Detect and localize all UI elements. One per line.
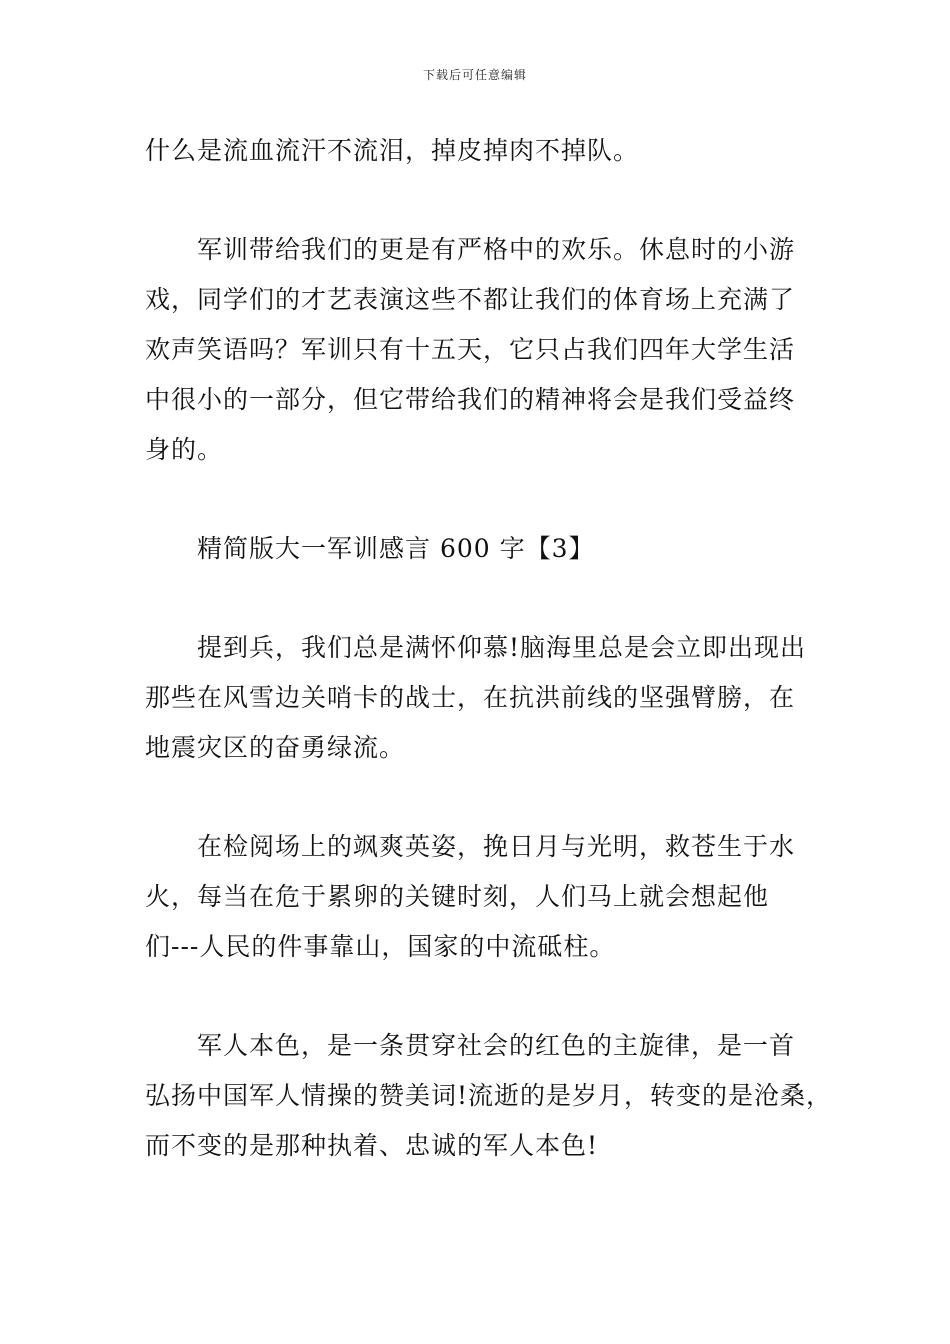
paragraph-line: 火，每当在危于累卵的关键时刻，人们马上就会想起他 [145, 882, 770, 911]
paragraph [145, 225, 817, 475]
paragraph-line: 提到兵，我们总是满怀仰慕!脑海里总是会立即出现出 [197, 633, 807, 662]
paragraph-line: 什么是流血流汗不流泪，掉皮掉肉不掉队。 [145, 136, 640, 165]
paragraph-line: 弘扬中国军人情操的赞美词!流逝的是岁月，转变的是沧桑， [145, 1081, 833, 1110]
document-body [145, 126, 833, 1171]
paragraph-line: 欢声笑语吗？军训只有十五天，它只占我们四年大学生活 [145, 335, 796, 364]
paragraph-line: 军人本色，是一条贯穿社会的红色的主旋律，是一首 [197, 1031, 796, 1060]
paragraph-gap [145, 176, 817, 225]
paragraph-line: 那些在风雪边关哨卡的战士，在抗洪前线的坚强臂膀，在 [145, 683, 796, 712]
section-heading [145, 524, 817, 574]
paragraph-line: 们---人民的件事靠山，国家的中流砥柱。 [145, 932, 616, 961]
paragraph-gap [145, 773, 817, 822]
paragraph-line: 戏，同学们的才艺表演这些不都让我们的体育场上充满了 [145, 285, 796, 314]
paragraph-line: 军训带给我们的更是有严格中的欢乐。休息时的小游 [197, 235, 796, 264]
page-header: 下载后可任意编辑 [422, 68, 527, 82]
paragraph [145, 623, 817, 773]
paragraph-gap [145, 972, 817, 1021]
paragraph-line: 地震灾区的奋勇绿流。 [145, 733, 406, 762]
paragraph [145, 126, 817, 176]
paragraph-gap [145, 475, 817, 524]
paragraph-line: 身的。 [145, 435, 224, 464]
paragraph-line: 中很小的一部分，但它带给我们的精神将会是我们受益终 [145, 385, 796, 414]
paragraph [145, 1021, 833, 1171]
paragraph-line: 在检阅场上的飒爽英姿，挽日月与光明，救苍生于水 [197, 832, 796, 861]
paragraph-gap [145, 574, 817, 623]
paragraph [145, 822, 817, 972]
section-heading-text: 精简版大一军训感言 600 字【3】 [197, 534, 595, 563]
paragraph-line: 而不变的是那种执着、忠诚的军人本色! [145, 1131, 599, 1160]
